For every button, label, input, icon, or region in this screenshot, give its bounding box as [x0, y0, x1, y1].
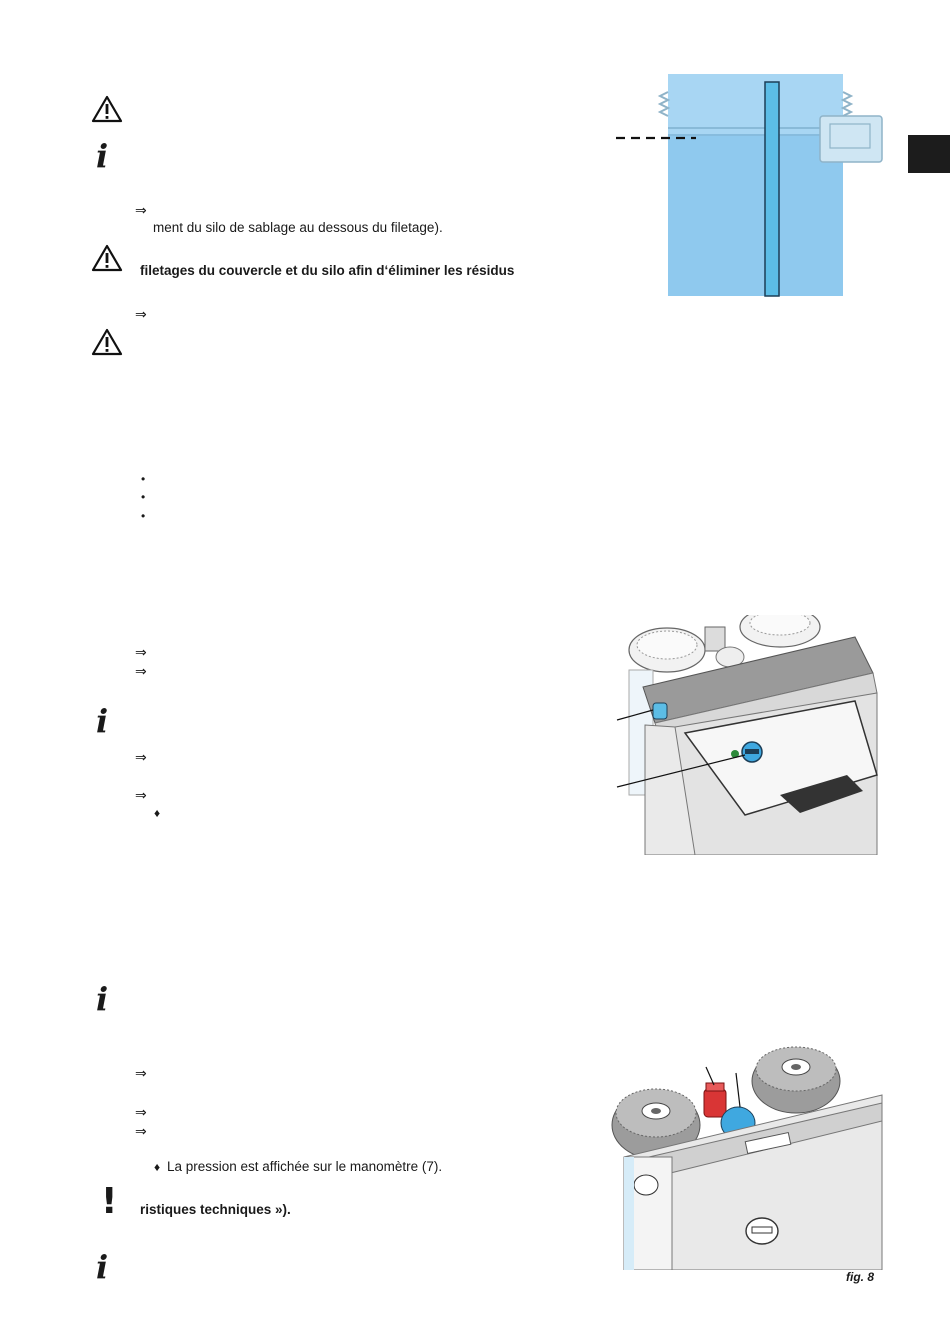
bullet: •: [141, 509, 146, 523]
implies-arrow: ⇒: [135, 1123, 147, 1139]
text-residus: filetages du couvercle et du silo afin d‘éliminer les résidus: [140, 263, 515, 278]
machine-illustration-top: [615, 615, 880, 855]
implies-arrow: ⇒: [135, 787, 147, 803]
machine-illustration-fig8: [606, 1045, 884, 1270]
diamond-bullet: ♦: [154, 1160, 161, 1174]
warning-icon: [91, 328, 123, 356]
chapter-tab: [908, 135, 950, 173]
implies-arrow: ⇒: [135, 1065, 147, 1081]
bullet: •: [141, 490, 146, 504]
implies-arrow: ⇒: [135, 644, 147, 660]
implies-arrow: ⇒: [135, 663, 147, 679]
info-icon: i: [96, 1248, 109, 1286]
implies-arrow: ⇒: [135, 749, 147, 765]
implies-arrow: ⇒: [135, 306, 147, 322]
text-caracteristiques: ristiques techniques »).: [140, 1202, 291, 1217]
text-filetage: ment du silo de sablage au dessous du filetage).: [153, 220, 443, 235]
info-icon: i: [96, 702, 109, 740]
warning-icon: [91, 95, 123, 123]
figure-caption: fig. 8: [846, 1270, 875, 1284]
implies-arrow: ⇒: [135, 1104, 147, 1120]
implies-arrow: ⇒: [135, 202, 147, 218]
warning-icon: [91, 244, 123, 272]
diamond-bullet: ♦: [154, 806, 161, 820]
silo-illustration: [612, 70, 892, 300]
info-icon: i: [96, 980, 109, 1018]
text-pression: La pression est affichée sur le manomètre (7).: [167, 1159, 443, 1174]
info-icon: i: [96, 137, 109, 175]
bullet: •: [141, 472, 146, 486]
exclamation-icon: !: [101, 1181, 118, 1222]
